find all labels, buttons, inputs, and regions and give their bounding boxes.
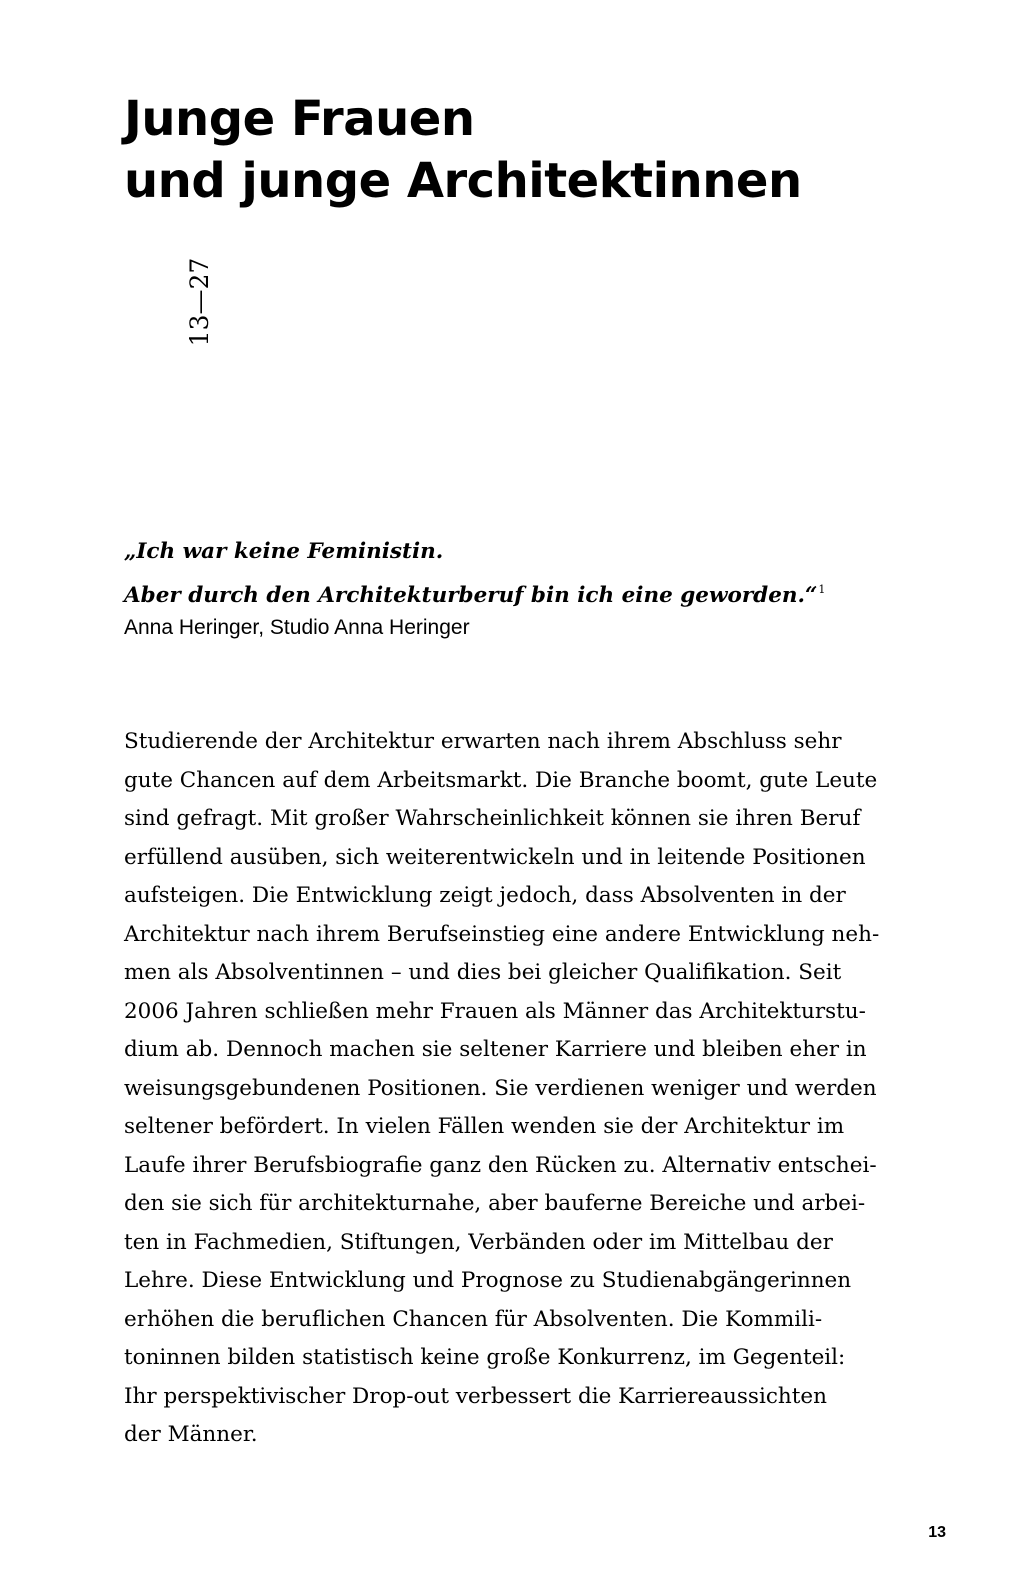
body-line: erfüllend ausüben, sich weiterentwickeln und in leitende Positionen [124, 844, 866, 870]
quote-line-2-text: Aber durch den Architekturberuf bin ich eine geworden.“ [124, 583, 818, 608]
body-line: 2006 Jahren schließen mehr Frauen als Männer das Architekturstu- [124, 998, 866, 1024]
body-line: ten in Fachmedien, Stiftungen, Verbänden oder im Mittelbau der [124, 1229, 833, 1255]
body-paragraph [124, 723, 879, 1455]
epigraph-quote [124, 533, 825, 615]
body-line: sind gefragt. Mit großer Wahrscheinlichkeit können sie ihren Beruf [124, 806, 861, 831]
chapter-title-line-1: Junge Frauen [124, 91, 475, 147]
quote-line-2 [124, 571, 825, 615]
body-line: weisungsgebundenen Positionen. Sie verdienen weniger und werden [124, 1075, 877, 1101]
chapter-title-line-2: und junge Architektinnen [124, 153, 802, 209]
body-line: dium ab. Dennoch machen sie seltener Karriere und bleiben eher in [124, 1037, 867, 1062]
body-line: seltener befördert. In vielen Fällen wenden sie der Architektur im [124, 1114, 845, 1139]
quote-line-1: „Ich war keine Feministin. [124, 539, 444, 564]
body-line: Lehre. Diese Entwicklung und Prognose zu Studienabgängerinnen [124, 1268, 852, 1293]
body-line: gute Chancen auf dem Arbeitsmarkt. Die Branche boomt, gute Leute [124, 767, 878, 793]
body-line: Studierende der Architektur erwarten nach ihrem Abschluss sehr [124, 729, 842, 754]
page-number: 13 [928, 1524, 946, 1541]
body-line: aufsteigen. Die Entwicklung zeigt jedoch, dass Absolventen in der [124, 883, 846, 908]
body-line: erhöhen die beruflichen Chancen für Absolventen. Die Kommili- [124, 1306, 823, 1332]
body-line: der Männer. [124, 1422, 258, 1447]
quote-attribution: Anna Heringer, Studio Anna Heringer [124, 616, 470, 639]
chapter-page-range: 13—27 [185, 257, 214, 347]
body-line: den sie sich für architekturnahe, aber bauferne Bereiche und arbei- [124, 1191, 866, 1216]
body-line: Architektur nach ihrem Berufseinstieg eine andere Entwicklung neh- [124, 921, 880, 947]
body-line: toninnen bilden statistisch keine große Konkurrenz, im Gegenteil: [124, 1345, 846, 1370]
body-line: Laufe ihrer Berufsbiografie ganz den Rücken zu. Alternativ entschei- [124, 1152, 877, 1178]
body-line: Ihr perspektivischer Drop-out verbessert die Karriereaussichten [124, 1383, 827, 1409]
footnote-reference[interactable]: 1 [818, 583, 826, 596]
chapter-title [124, 88, 802, 212]
body-line: men als Absolventinnen – und dies bei gleicher Qualifikation. Seit [124, 960, 842, 985]
